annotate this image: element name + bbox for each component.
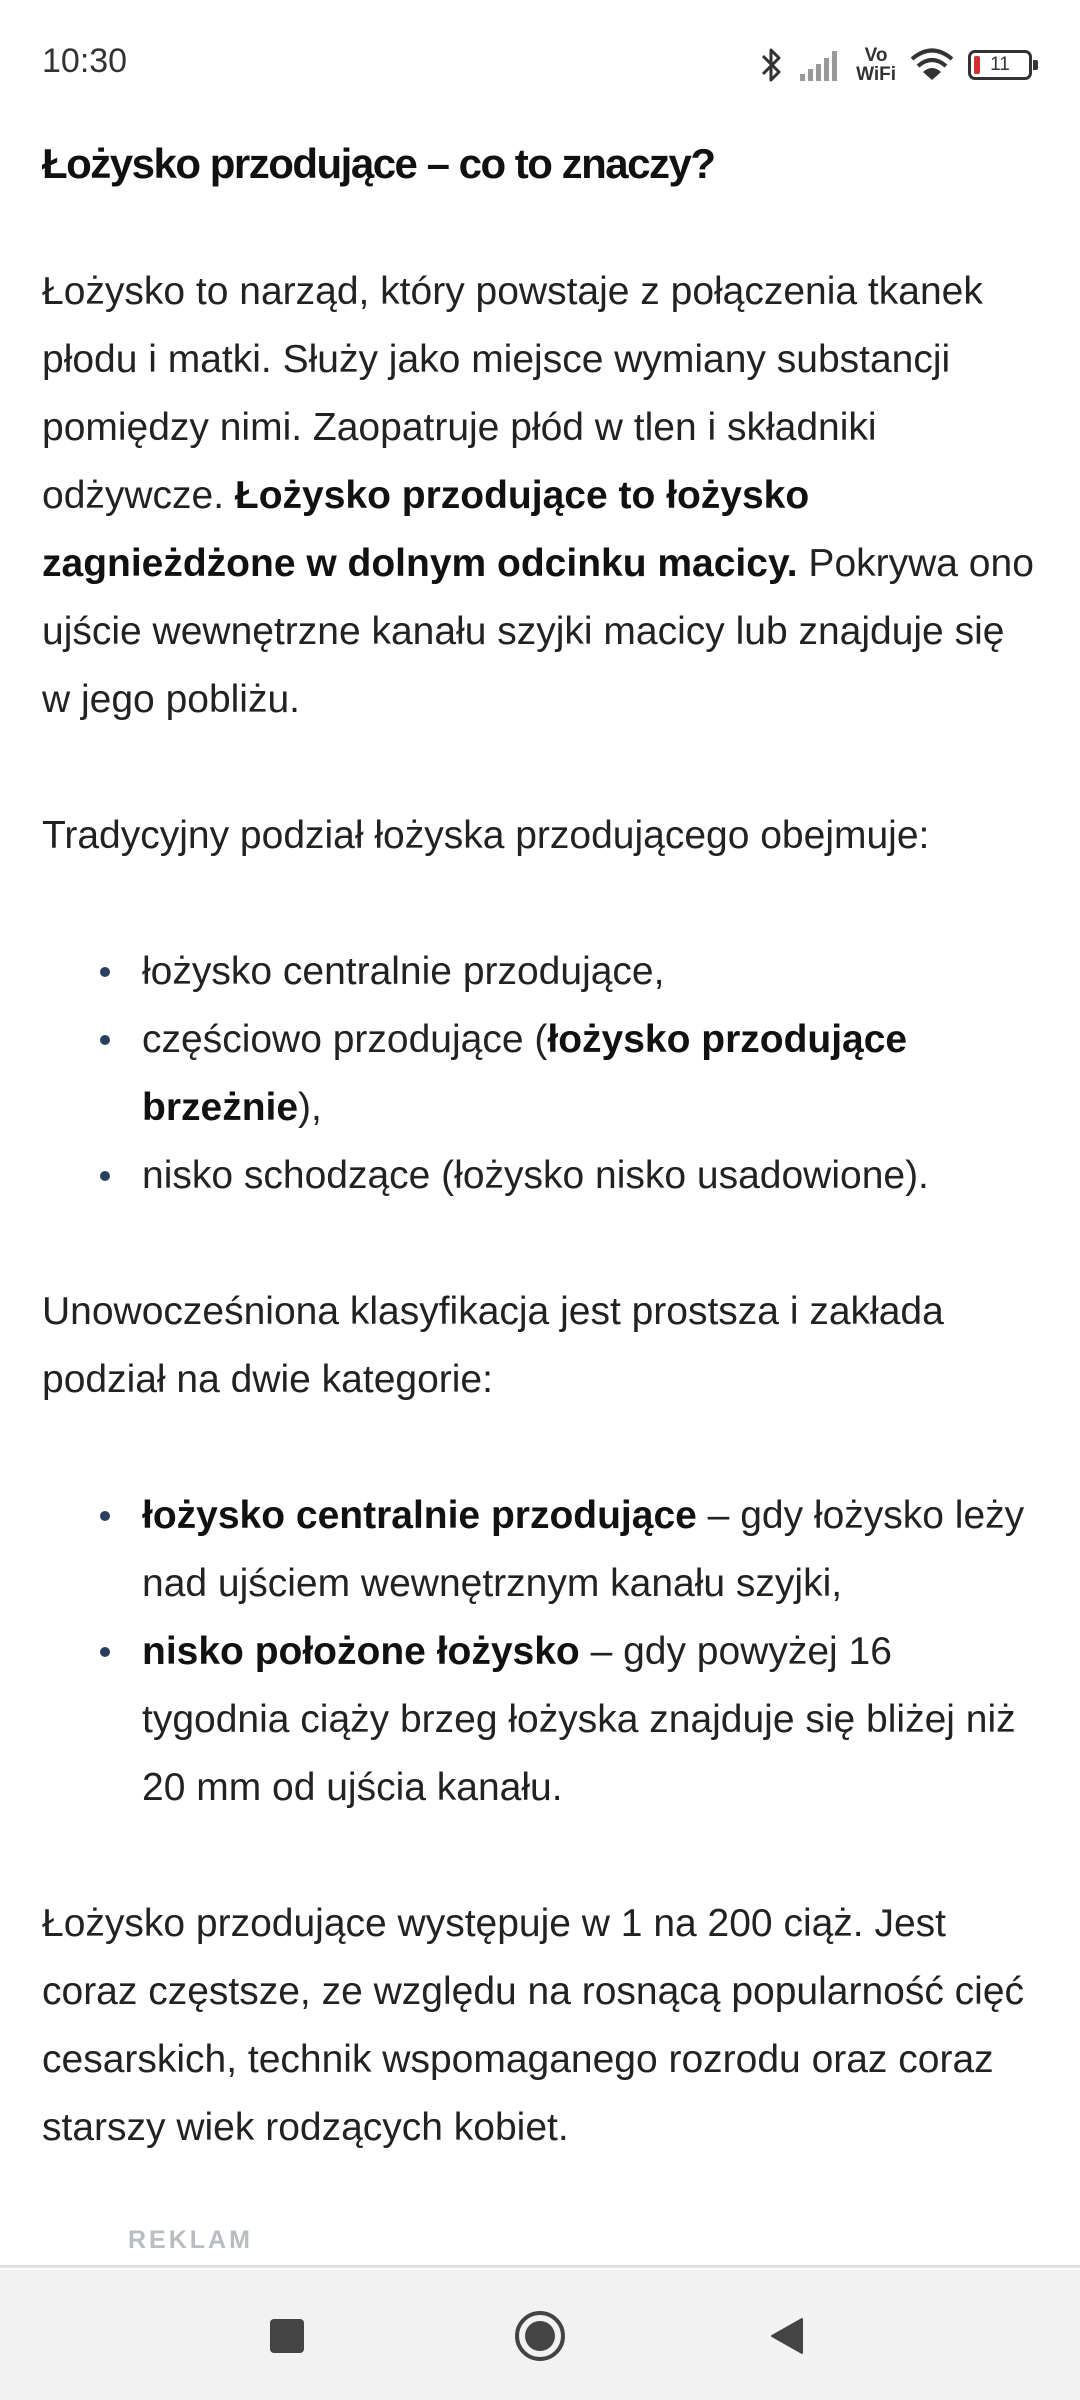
battery-level: 11 — [990, 54, 1010, 75]
navigation-bar — [0, 2270, 1080, 2400]
vowifi-icon: Vo WiFi — [856, 45, 896, 85]
recent-apps-icon — [269, 2318, 305, 2359]
bold-text: nisko położone łożysko — [142, 1630, 580, 1673]
article-content — [42, 130, 1042, 2162]
back-button[interactable] — [757, 2308, 817, 2368]
status-time: 10:30 — [42, 42, 128, 80]
home-icon — [514, 2310, 566, 2367]
home-button[interactable] — [510, 2308, 570, 2368]
list-item: nisko schodzące (łożysko nisko usadowione). — [142, 1142, 1042, 1210]
article-paragraph: Łożysko to narząd, który powstaje z połączenia tkanek płodu i matki. Służy jako miejsce wymiany substancji pomiędzy nimi. Zaopatruje płód w tlen i składniki odżywcze. Łożysko przodujące to łożysko zagnieżdżone w dolnym odcinku macicy. Pokrywa ono ujście wewnętrzne kanału szyjki macicy lub znajduje się w jego pobliżu. — [42, 270, 1034, 721]
article-paragraph: Łożysko przodujące występuje w 1 na 200 ciąż. Jest coraz częstsze, ze względu na rosnącą popularność cięć cesarskich, technik wspomaganego rozrodu oraz coraz starszy wiek rodzących kobiet. — [42, 1902, 1025, 2149]
back-icon — [768, 2316, 806, 2361]
status-icons — [760, 40, 1032, 90]
bullet-list — [42, 1482, 1042, 1822]
list-item: nisko położone łożysko – gdy powyżej 16 tygodnia ciąży brzeg łożyska znajduje się bliżej niż 20 mm od ujścia kanału. — [142, 1618, 1042, 1822]
bullet-list — [42, 938, 1042, 1210]
article-paragraph: Tradycyjny podział łożyska przodującego obejmuje: — [42, 814, 930, 857]
bluetooth-icon — [760, 46, 784, 84]
list-item: łożysko centralnie przodujące, — [142, 938, 1042, 1006]
signal-icon — [798, 48, 842, 82]
status-bar — [0, 0, 1080, 130]
battery-icon — [968, 50, 1032, 80]
article-paragraph: Unowocześniona klasyfikacja jest prostsza i zakłada podział na dwie kategorie: — [42, 1290, 944, 1401]
recent-apps-button[interactable] — [257, 2308, 317, 2368]
article-heading: Łożysko przodujące – co to znaczy? — [42, 140, 715, 187]
bold-text: łożysko centralnie przodujące — [142, 1494, 697, 1537]
wifi-icon — [910, 48, 954, 82]
list-item: łożysko centralnie przodujące – gdy łożysko leży nad ujściem wewnętrznym kanału szyjki, — [142, 1482, 1042, 1618]
divider — [0, 2265, 1080, 2268]
bold-text: Łożysko przodujące to łożysko zagnieżdżone w dolnym odcinku macicy. — [42, 474, 810, 585]
list-item: częściowo przodujące (łożysko przodujące brzeżnie), — [142, 1006, 1042, 1142]
bold-text: łożysko przodujące brzeżnie — [142, 1018, 908, 1129]
ad-label: REKLAM — [128, 2226, 253, 2254]
